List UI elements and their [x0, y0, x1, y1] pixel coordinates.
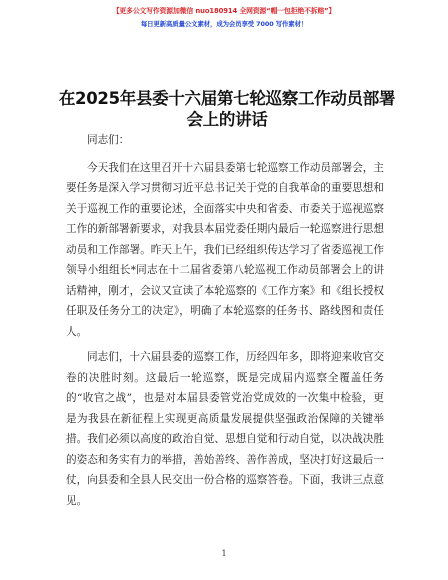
header-banner [0, 5, 448, 30]
body-paragraph: 今天我们在这里召开十六届县委第七轮巡察工作动员部署会，主要任务是深入学习贯彻习近平总书记关于党的自我革命的重要思想和关于巡视工作的重要论述，全面落实中央和省委、市委关于巡视巡察工作的新部署新要求，对我县本届党委任期内最后一轮巡察进行思想动员和工作部署。昨天上午，我们已经组织传达学习了省委巡视工作领导小组组长*同志在十二届省委第八轮巡视工作动员部署会上的讲话精神，刚才，会议又宣读了本轮巡察的《工作方案》和《组长授权任职及任务分工的决定》，明确了本轮巡察的任务书、路线图和责任人。 [66, 161, 384, 338]
salutation: 同志们： [87, 134, 130, 146]
document-body [66, 130, 384, 516]
banner-promo-line: 【更多公文写作资源加微信 nuo180914 全网资源“帽一包拒绝不拆赔”】 [112, 7, 336, 15]
page-number: 1 [221, 549, 227, 558]
banner-member-line: 每日更新高质量公文素材，成为会员享受 7000 写作素材！ [140, 20, 308, 28]
body-paragraph: 同志们，十六届县委的巡察工作，历经四年多，即将迎来收官交卷的决胜时刻。这最后一轮巡察，既是完成届内巡察全覆盖任务的“收官之战”，也是对本届县委管党治党成效的一次集中检验，更是为我县在新征程上实现更高质量发展提供坚强政治保障的关键举措。我们必须以高度的政治自觉、思想自觉和行动自觉，以决战决胜的姿态和务实有力的举措，善始善终、善作善成，坚决打好这最后一仗，向县委和全县人民交出一份合格的巡察答卷。下面，我讲三点意见。 [66, 351, 384, 507]
document-title: 在2025年县委十六届第七轮巡察工作动员部署会上的讲话 [58, 89, 396, 129]
